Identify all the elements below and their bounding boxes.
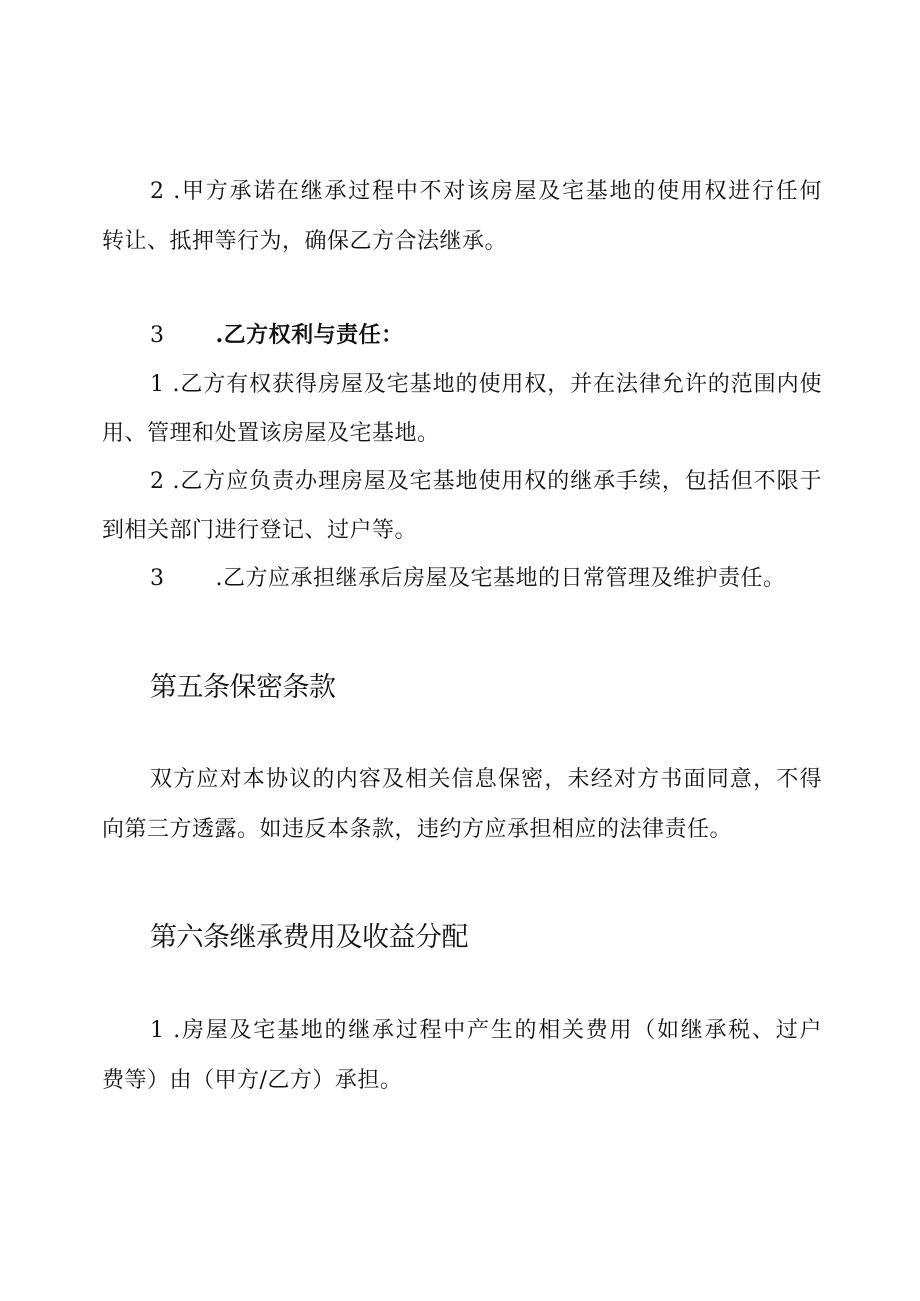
party-a-item-2-number: 2: [150, 179, 165, 204]
party-b-section-title: [150, 320, 870, 351]
party-b-item-1-number: 1: [150, 372, 165, 397]
party-b-item-2-number: 2: [150, 469, 165, 494]
party-a-item-2-line-1: [150, 177, 822, 207]
party-b-item-2-line-1: [150, 467, 822, 497]
party-a-item-2-line-2: 转让、抵押等行为，确保乙方合法继承。: [102, 229, 508, 254]
party-b-item-2-text-1: .乙方应负责办理房屋及宅基地使用权的继承手续，包括但不限于: [172, 469, 823, 494]
article-6-heading: 第六条继承费用及收益分配: [150, 922, 468, 953]
party-b-item-3-number: 3: [150, 566, 165, 591]
party-b-item-3-line-1: [150, 564, 870, 594]
article-5-heading: 第五条保密条款: [150, 672, 336, 703]
party-b-section-title-text: .乙方权利与责任：: [215, 322, 404, 348]
article-5-paragraph-line-2: 向第三方透露。如违反本条款，违约方应承担相应的法律责任。: [102, 817, 733, 842]
party-b-item-2-line-2: 到相关部门进行登记、过户等。: [102, 518, 418, 543]
party-b-item-3-text-1: .乙方应承担继承后房屋及宅基地的日常管理及维护责任。: [215, 566, 786, 591]
article-6-item-1-text-1: .房屋及宅基地的继承过程中产生的相关费用（如继承税、过户: [173, 1018, 822, 1043]
party-b-item-1-text-1: .乙方有权获得房屋及宅基地的使用权，并在法律允许的范围内使: [172, 372, 823, 397]
article-6-item-1-line-2: 费等）由（甲方/乙方）承担。: [102, 1068, 403, 1093]
party-b-item-1-line-2: 用、管理和处置该房屋及宅基地。: [102, 421, 440, 446]
party-a-item-2-text-1: .甲方承诺在继承过程中不对该房屋及宅基地的使用权进行任何: [173, 179, 822, 204]
party-b-section-number: 3: [150, 323, 165, 348]
article-6-item-1-line-1: [150, 1016, 822, 1046]
article-6-item-1-number: 1: [150, 1018, 165, 1043]
article-5-paragraph-line-1: 双方应对本协议的内容及相关信息保密，未经对方书面同意，不得: [150, 767, 822, 792]
party-b-item-1-line-1: [150, 370, 822, 400]
